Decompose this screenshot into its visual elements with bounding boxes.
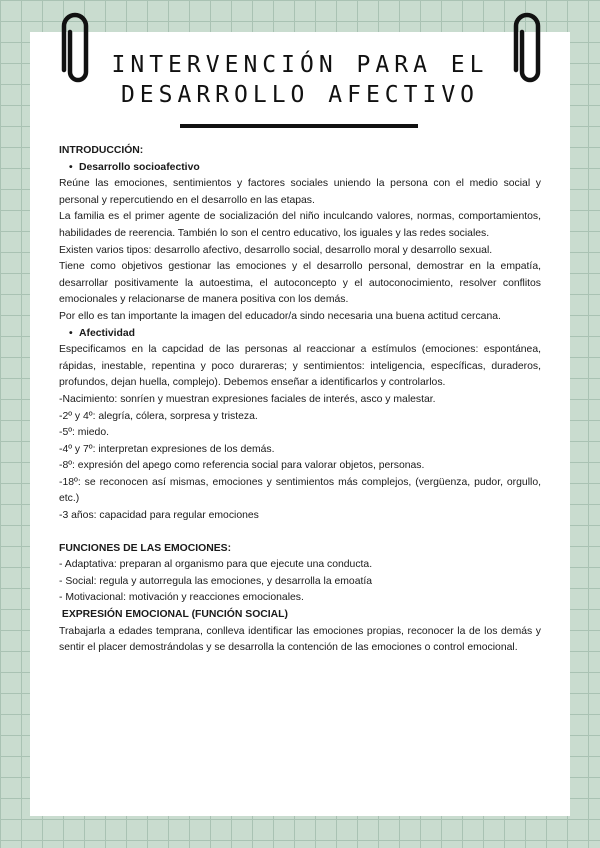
paragraph: La familia es el primer agente de socialización del niño inculcando valores, normas, comportamientos, habilidades de reerencia. También lo son el centro educativo, los iguales y las redes sociales. [59, 211, 541, 239]
list-item: -8º: expresión del apego como referencia social para valorar objetos, personas. [59, 460, 425, 472]
list-item: -2º y 4º: alegría, cólera, sorpresa y tristeza. [59, 410, 258, 422]
paragraph: Especificamos en la capcidad de las personas al reaccionar a estímulos (emociones: espontánea, rápidas, inestable, repentina y poco durareras; y sentimientos: inteligencia, específicas, duraderos, profundos, dejan huella, complejo). Debemos enseñar a identificarlos y controlarlos. [59, 344, 541, 389]
title-underline [180, 124, 418, 128]
list-item: -18º: se reconocen así mismas, emociones y sentimientos más complejos, (vergüenza, pudor, orgullo, etc.) [59, 476, 541, 505]
list-item: -5º: miedo. [59, 427, 109, 439]
list-item: -3 años: capacidad para regular emociones [59, 510, 259, 522]
document-body [59, 143, 541, 657]
section-heading-introduction: INTRODUCCIÓN: [59, 145, 144, 156]
paragraph: Reúne las emociones, sentimientos y factores sociales uniendo la persona con el medio social y personal y repercutiendo en el desarrollo en las etapas. [59, 178, 541, 206]
spacer [59, 525, 541, 541]
list-item: -Nacimiento: sonríen y muestran expresiones faciales de interés, asco y malestar. [59, 393, 436, 405]
title-line-2: DESARROLLO AFECTIVO [120, 82, 480, 108]
bullet-afectividad: • Afectividad [59, 326, 541, 343]
page-title [30, 50, 570, 110]
paragraph: Existen varios tipos: desarrollo afectivo, desarrollo social, desarrollo moral y desarrollo sexual. [59, 244, 493, 256]
section-heading-funciones: FUNCIONES DE LAS EMOCIONES: [59, 542, 232, 554]
paragraph: Por ello es tan importante la imagen del educador/a sindo necesaria una buena actitud cercana. [59, 310, 501, 322]
list-item: - Motivacional: motivación y reacciones emocionales. [59, 592, 304, 604]
list-item: -4º y 7º: interpretan expresiones de los demás. [59, 443, 275, 455]
list-item: - Adaptativa: preparan al organismo para que ejecute una conducta. [59, 559, 373, 571]
title-line-1: INTERVENCIÓN PARA EL [111, 52, 489, 78]
bullet-socioafectivo: • Desarrollo socioafectivo [59, 160, 541, 177]
section-heading-expresion: EXPRESIÓN EMOCIONAL (FUNCIÓN SOCIAL) [59, 609, 288, 621]
paragraph: Tiene como objetivos gestionar las emociones y el desarrollo personal, demostrar en la empatía, desarrollar positivamente la autoestima, el autoconcepto y el autoconocimiento, resolver conflitos emocionales y relacionarse de manera positiva con los demás. [59, 261, 541, 306]
paragraph: Trabajarla a edades temprana, conlleva identificar las emociones propias, reconocer la de los demás y sentir el placer demostrándolas y se desarrolla la contención de las emociones o control emocional. [59, 625, 541, 654]
list-item: - Social: regula y autorregula las emociones, y desarrolla la emoatía [59, 575, 373, 587]
